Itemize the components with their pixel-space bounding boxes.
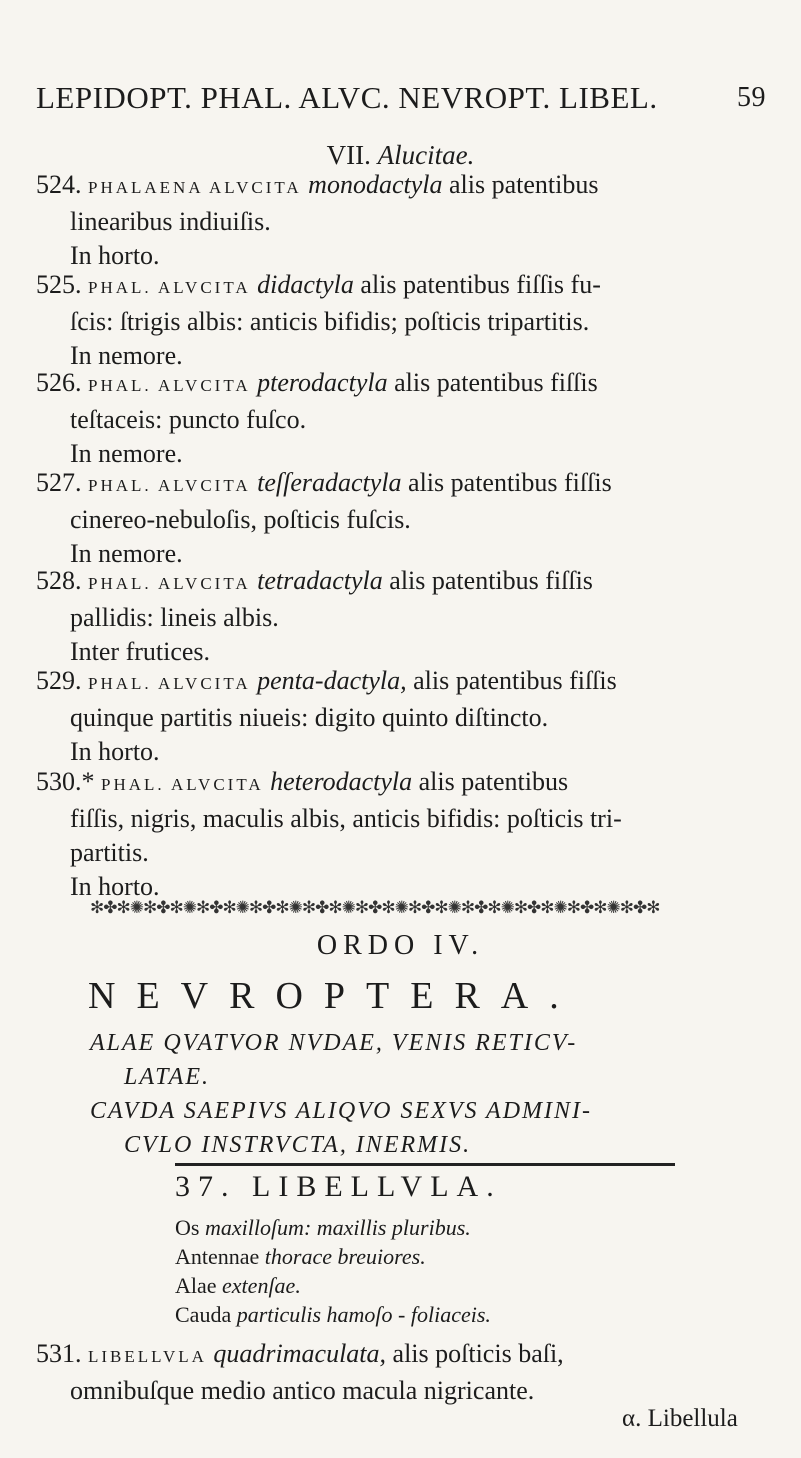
entry-text: alis poſticis baſi, (392, 1339, 564, 1368)
entry-habitat: Inter frutices. (70, 637, 211, 666)
running-header (36, 80, 776, 116)
entry-species: tetradactyla (257, 566, 383, 595)
entry-number: 531. (36, 1339, 82, 1368)
entry-text: alis patentibus fiſſis (394, 368, 598, 397)
ordo-heading: ORDO IV. (316, 930, 485, 961)
entry-528 (36, 564, 776, 669)
section-title (0, 140, 801, 171)
entry-text: alis patentibus (448, 170, 599, 199)
entry-text: alis patentibus fiſſis (389, 566, 593, 595)
entry-number: 526. (36, 368, 82, 397)
entry-habitat: In horto. (70, 241, 160, 270)
entry-text: cinereo-nebuloſis, poſticis fuſcis. (70, 505, 411, 534)
entry-text: alis patentibus fiſſis fu- (360, 270, 601, 299)
order-desc-line: CVLO INSTRVCTA, INERMIS. (124, 1132, 472, 1158)
entry-species: didactyla (257, 270, 354, 299)
entry-text: quinque partitis niueis: digito quinto diſtincto. (70, 703, 549, 732)
entry-number: 527. (36, 468, 82, 497)
divider-rule (175, 1163, 675, 1166)
genus-heading: 37. LIBELLVLA. (175, 1170, 502, 1203)
entry-species: heterodactyla (270, 767, 413, 796)
entry-527 (36, 466, 776, 571)
order-desc-line: CAVDA SAEPIVS ALIQVO SEXVS ADMINI- (90, 1098, 593, 1124)
entry-text: fiſſis, nigris, maculis albis, anticis bifidis: poſticis tri- (70, 804, 622, 833)
genus-description (175, 1213, 735, 1329)
entry-number: 528. (36, 566, 82, 595)
entry-text: partitis. (70, 838, 149, 867)
running-title: LEPIDOPT. PHAL. ALVC. NEVROPT. LIBEL. (36, 80, 658, 115)
entry-number: 524. (36, 170, 82, 199)
order-desc-line: LATAE. (124, 1064, 211, 1090)
desc-text: extenſae. (222, 1273, 301, 1298)
entry-genus: PHAL. ALVCITA (88, 674, 251, 693)
page-number: 59 (737, 82, 766, 113)
desc-text: maxilloſum: maxillis pluribus. (204, 1215, 471, 1240)
entry-genus: PHAL. ALVCITA (88, 476, 251, 495)
section-number: VII. (326, 140, 371, 170)
entry-text: linearibus indiuiſis. (70, 207, 271, 236)
entry-genus: PHAL. ALVCITA (101, 775, 264, 794)
entry-species: quadrimaculata, (213, 1339, 387, 1368)
entry-genus: PHALAENA ALVCITA (88, 178, 302, 197)
entry-habitat: In horto. (70, 737, 160, 766)
desc-label: Os (175, 1215, 200, 1240)
entry-genus: LIBELLVLA (88, 1347, 207, 1366)
entry-species: pterodactyla (257, 368, 388, 397)
desc-label: Antennae (175, 1244, 260, 1269)
entry-text: alis patentibus fiſſis (413, 666, 617, 695)
entry-text: ſcis: ſtrigis albis: anticis bifidis; poſticis tripartitis. (70, 307, 590, 336)
entry-text: alis patentibus (418, 767, 569, 796)
desc-label: Cauda (175, 1302, 232, 1327)
entry-habitat: In nemore. (70, 341, 183, 370)
entry-genus: PHAL. ALVCITA (88, 574, 251, 593)
entry-529 (36, 664, 776, 769)
desc-text: particulis hamoſo - foliaceis. (236, 1302, 491, 1327)
ornamental-rule: ✻✤✻✺✻✤✻✺✻✤✻✺✻✤✻✺✻✤✻✺✻✤✻✺✻✤✻✺✻✤✻✺✻✤✻✺✻✤✻✺✻✤✻ (90, 898, 660, 918)
entry-genus: PHAL. ALVCITA (88, 278, 251, 297)
entry-species: teſſeradactyla (257, 468, 402, 497)
entry-530 (36, 765, 776, 904)
entry-526 (36, 366, 776, 471)
entry-text: pallidis: lineis albis. (70, 603, 279, 632)
entry-habitat: In horto. (70, 872, 160, 901)
entry-text: teſtaceis: puncto fuſco. (70, 405, 307, 434)
catchword: α. Libellula (622, 1405, 738, 1432)
entry-524 (36, 168, 776, 273)
entry-525 (36, 268, 776, 373)
entry-531 (36, 1337, 776, 1408)
entry-habitat: In nemore. (70, 439, 183, 468)
order-desc-line: ALAE QVATVOR NVDAE, VENIS RETICV- (90, 1030, 578, 1056)
entry-text: omnibuſque medio antico macula nigricante. (70, 1376, 535, 1405)
section-name: Alucitae. (377, 140, 475, 170)
entry-habitat: In nemore. (70, 539, 183, 568)
entry-species: monodactyla (308, 170, 443, 199)
entry-number: 530.* (36, 767, 95, 796)
entry-text: alis patentibus fiſſis (408, 468, 612, 497)
entry-genus: PHAL. ALVCITA (88, 376, 251, 395)
desc-label: Alae (175, 1273, 217, 1298)
order-name: NEVROPTERA. (88, 975, 580, 1017)
order-description (90, 1026, 780, 1162)
entry-number: 529. (36, 666, 82, 695)
entry-number: 525. (36, 270, 82, 299)
entry-species: penta-dactyla, (257, 666, 407, 695)
desc-text: thorace breuiores. (264, 1244, 426, 1269)
